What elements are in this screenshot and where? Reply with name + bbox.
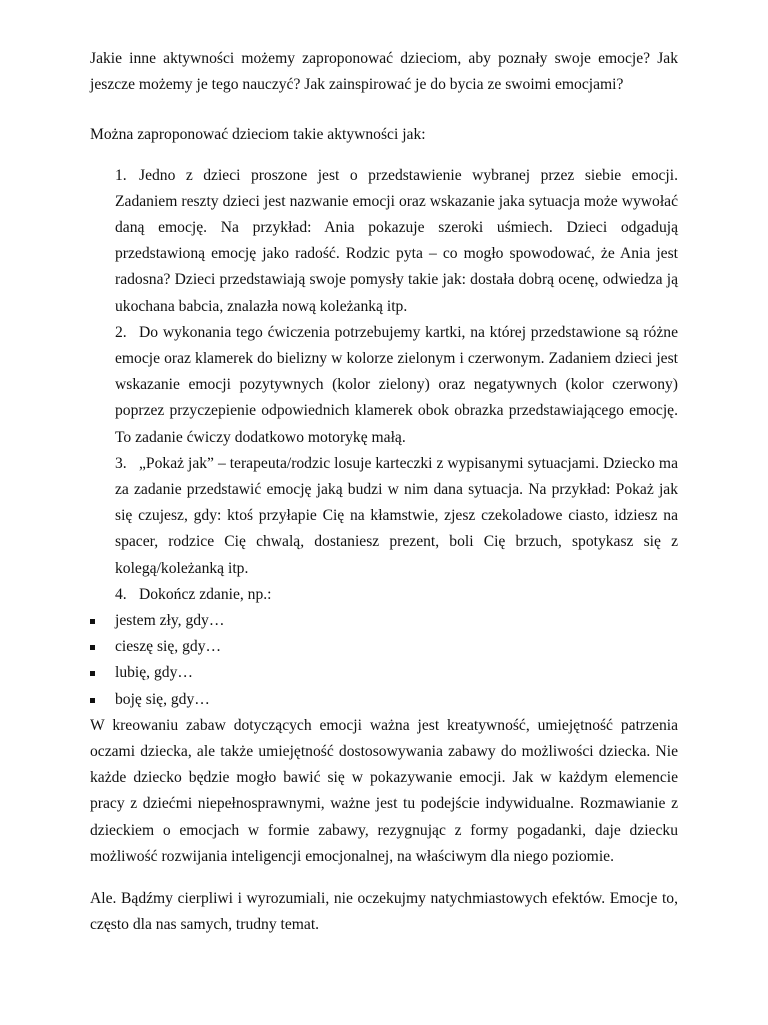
square-bullet-icon	[90, 698, 95, 703]
bullet-item-1	[90, 608, 678, 634]
square-bullet-icon	[90, 671, 95, 676]
list-item-text: Jedno z dzieci proszone jest o przedstawienie wybranej przez siebie emocji. Zadaniem reszty dzieci jest nazwanie emocji oraz wskazanie jaka sytuacja może wywołać daną emocję. Na przykład: Ania pokazuje szeroki uśmiech. Dzieci odgadują przedstawioną emocję jako radość. Rodzic pyta – co mogło spowodować, że Ania jest radosna? Dzieci przedstawiają swoje pomysły takie jak: dostała dobrą ocenę, odwiedza ją ukochana babcia, znalazła nową koleżanką itp.	[115, 166, 678, 315]
list-item-4	[90, 582, 678, 608]
list-item-3	[90, 451, 678, 582]
square-bullet-icon	[90, 619, 95, 624]
list-item-1	[90, 163, 678, 320]
bullet-item-3	[90, 660, 678, 686]
list-number: 3.	[115, 454, 127, 472]
document-page	[90, 46, 678, 939]
intro-paragraph: Jakie inne aktywności możemy zaproponować dzieciom, aby poznały swoje emocje? Jak jeszcze możemy je tego nauczyć? Jak zainspirować je do bycia ze swoimi emocjami?	[90, 50, 678, 94]
list-item-text: Do wykonania tego ćwiczenia potrzebujemy kartki, na której przedstawione są różne emocje oraz klamerek do bielizny w kolorze zielonym i czerwonym. Zadaniem dzieci jest wskazanie emocji pozytywnych (kolor zielony) oraz negatywnych (kolor czerwony) poprzez przyczepienie odpowiednich klamerek obok obrazka przedstawiającego emocję. To zadanie ćwiczy dodatkowo motorykę małą.	[115, 323, 678, 446]
bullet-text: boję się, gdy…	[115, 690, 210, 708]
list-number: 4.	[115, 585, 127, 603]
list-item-text: „Pokaż jak” – terapeuta/rodzic losuje karteczki z wypisanymi sytuacjami. Dziecko ma za zadanie przedstawić emocję jaką budzi w nim dana sytuacja. Na przykład: Pokaż jak się czujesz, gdy: ktoś przyłapie Cię na kłamstwie, zjesz czekoladowe ciasto, idziesz na spacer, rodzice Cię chwalą, dostaniesz prezent, boli Cię brzuch, spotykasz się z kolegą/koleżanką itp.	[115, 454, 678, 577]
ending-paragraph: Ale. Bądźmy cierpliwi i wyrozumiali, nie oczekujmy natychmiastowych efektów. Emocje to, często dla nas samych, trudny temat.	[90, 890, 678, 934]
numbered-list	[90, 163, 678, 608]
list-number: 1.	[115, 166, 127, 184]
lead-paragraph: Można zaproponować dzieciom takie aktywności jak:	[90, 126, 426, 144]
list-item-text: Dokończ zdanie, np.:	[139, 585, 272, 603]
list-number: 2.	[115, 323, 127, 341]
bullet-item-2	[90, 634, 678, 660]
bullet-list	[90, 608, 678, 713]
bullet-text: cieszę się, gdy…	[115, 638, 222, 656]
bullet-text: jestem zły, gdy…	[115, 612, 225, 630]
bullet-text: lubię, gdy…	[115, 664, 193, 682]
square-bullet-icon	[90, 645, 95, 650]
list-item-2	[90, 320, 678, 451]
closing-paragraph: W kreowaniu zabaw dotyczących emocji ważna jest kreatywność, umiejętność patrzenia oczami dziecka, ale także umiejętność dostosowywania zabawy do możliwości dziecka. Nie każde dziecko będzie mogło bawić się w pokazywanie emocji. Jak w każdym elemencie pracy z dziećmi niepełnosprawnymi, ważne jest tu podejście indywidualne. Rozmawianie z dzieckiem o emocjach w formie zabawy, rezygnując z formy pogadanki, daje dziecku możliwość rozwijania inteligencji emocjonalnej, na właściwym dla niego poziomie.	[90, 716, 678, 865]
bullet-item-4	[90, 687, 678, 713]
